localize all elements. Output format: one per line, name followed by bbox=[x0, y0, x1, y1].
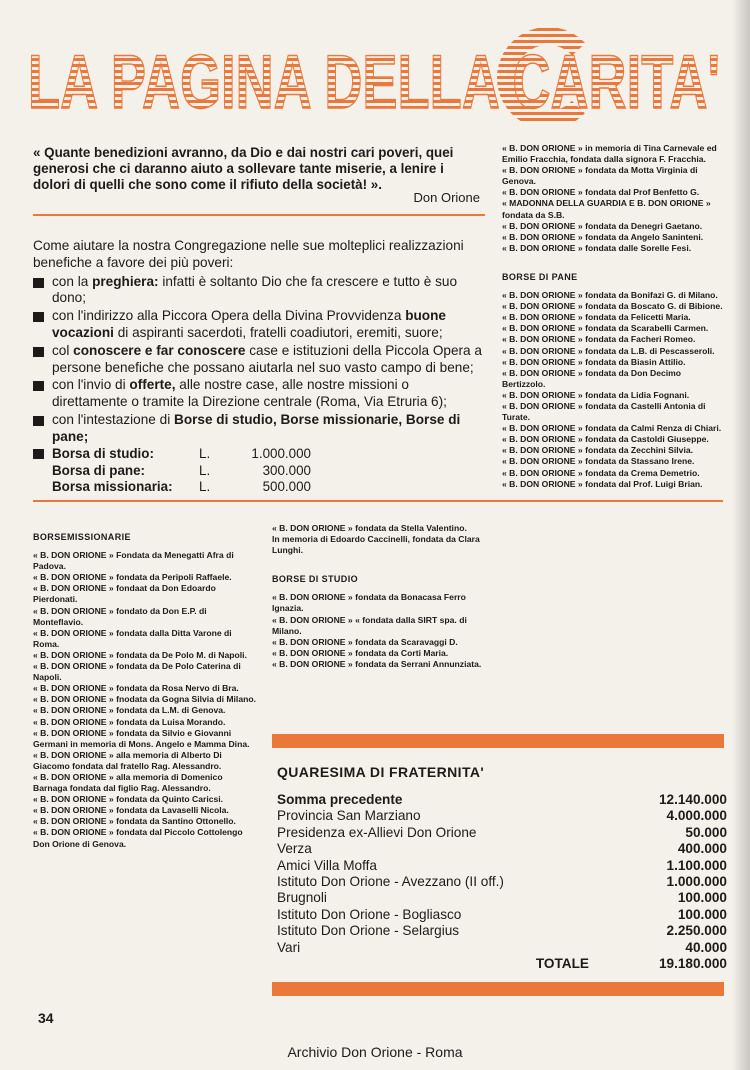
page-number: 34 bbox=[38, 1010, 54, 1026]
list-item: « B. DON ORIONE » fondata da De Polo M. di Napoli. bbox=[33, 649, 247, 660]
amount-row: Borsa di studio: L. 1.000.000 bbox=[52, 446, 311, 461]
donor-name: Presidenza ex-Allievi Don Orione bbox=[277, 824, 477, 840]
list-item: con l'invio di offerte, alle nostre case, alle nostre missioni o direttamente o tramite la Direzione centrale (Roma, Via Etruria 6); bbox=[33, 377, 483, 411]
section-heading: BORSE DI PANE bbox=[502, 271, 578, 282]
intro-list bbox=[33, 274, 483, 446]
list-item: « B. DON ORIONE » fondata da Bonacasa Ferro Ignazia. bbox=[272, 592, 466, 614]
list-item: col conoscere e far conoscere case e istituzioni della Piccola Opera a persone benefiche che possano aiutarla nel suo vasto campo di bene; bbox=[33, 343, 483, 377]
list-item: « B. DON ORIONE » fondata da Angelo Saninteni. bbox=[502, 231, 704, 242]
borse-studio-column bbox=[272, 523, 498, 670]
table-row bbox=[277, 890, 727, 906]
quote: « Quante benedizioni avranno, da Dio e dai nostri cari poveri, quei generosi che ci daranno aiuto a sollevare tante miserie, a lenire i dolori di quelli che sono come il rifiuto della società! ». bbox=[33, 145, 454, 192]
list-item: « B. DON ORIONE » fondata da Facheri Romeo. bbox=[502, 334, 696, 345]
list-item: « B. DON ORIONE » fnodata da Gogna Silvia di Milano. bbox=[33, 694, 256, 705]
list-item: « B. DON ORIONE » fondato da Don E.P. di Monteflavio. bbox=[33, 605, 207, 627]
list-item: « B. DON ORIONE » fondata da Stella Valentino. bbox=[272, 523, 467, 533]
list-item: « B. DON ORIONE » fondata da Don Decimo Bertizzolo. bbox=[502, 367, 682, 389]
amount-value: 1.100.000 bbox=[666, 857, 727, 873]
entry-list bbox=[272, 592, 498, 670]
list-item: « B. DON ORIONE » fondata da Motta Virginia di Genova. bbox=[502, 165, 698, 187]
amount-value: 4.000.000 bbox=[666, 808, 727, 824]
donor-name: Somma precedente bbox=[277, 792, 403, 807]
list-item: « B. DON ORIONE » fondata da Denegri Gaetano. bbox=[502, 220, 703, 231]
list-item: « B. DON ORIONE » fondata da Luisa Morando. bbox=[33, 716, 226, 727]
list-item: con l'intestazione di Borse di studio, Borse missionarie, Borse di pane; bbox=[33, 412, 483, 446]
list-item: « B. DON ORIONE » fondata da Bonifazi G. di Milano. bbox=[502, 290, 718, 301]
list-item: « B. DON ORIONE » fondata da Castelli Antonia di Turate. bbox=[502, 400, 706, 423]
entry-list bbox=[502, 143, 724, 254]
total-row bbox=[277, 956, 727, 972]
divider bbox=[33, 500, 723, 502]
list-item: « B. DON ORIONE » fondata da Felicetti Maria. bbox=[502, 312, 691, 323]
amount-row: Borsa di pane: L. 300.000 bbox=[52, 462, 311, 478]
section-heading: BORSEMISSIONARIE bbox=[33, 532, 131, 542]
list-item: « B. DON ORIONE » fondaat da Don Edoardo Pierdonati. bbox=[33, 583, 216, 605]
entry-list bbox=[272, 523, 498, 556]
donor-name: Istituto Don Orione - Avezzano (II off.) bbox=[277, 874, 504, 890]
amount-value: 12.140.000 bbox=[658, 792, 727, 807]
amount-value: 50.000 bbox=[685, 824, 727, 840]
donor-name: Amici Villa Moffa bbox=[277, 857, 377, 873]
quote-author: Don Orione bbox=[413, 190, 480, 205]
entry-list bbox=[502, 290, 724, 490]
table-row bbox=[277, 858, 727, 874]
intro-lead: Come aiutare la nostra Congregazione nelle sue molteplici realizzazioni benefiche a favore dei più poveri: bbox=[33, 238, 464, 270]
donor-name: Istituto Don Orione - Selargius bbox=[277, 923, 460, 939]
list-item: « B. DON ORIONE » fondata da Peripoli Raffaele. bbox=[33, 572, 232, 583]
donor-name: Verza bbox=[277, 841, 312, 857]
bullet-icon bbox=[33, 449, 44, 459]
list-item: « B. DON ORIONE » fondata dal Prof. Luigi Brian. bbox=[502, 478, 703, 489]
table-row bbox=[277, 808, 727, 824]
list-item: con l'indirizzo alla Piccora Opera della Divina Provvidenza buone vocazioni di aspiranti sacerdoti, fratelli coadiutori, eremiti, suore; bbox=[33, 308, 483, 342]
table-row bbox=[277, 825, 727, 841]
borse-pane-column bbox=[502, 143, 724, 490]
intro-section bbox=[33, 238, 483, 447]
list-item: « B. DON ORIONE » fondata da Crema Demetrio. bbox=[502, 467, 700, 478]
amount-value: 400.000 bbox=[677, 841, 727, 857]
amount-value: 40.000 bbox=[685, 939, 727, 955]
orange-band bbox=[272, 734, 724, 748]
orange-band bbox=[272, 982, 724, 996]
donor-name: Vari bbox=[277, 939, 301, 955]
list-item: « B. DON ORIONE » fondata da Silvio e Giovanni Germani in memoria di Mons. Angelo e Mamma Dina. bbox=[33, 727, 250, 749]
list-item: In memoria di Edoardo Caccinelli, fondata da Clara Lunghi. bbox=[272, 534, 480, 556]
section-heading: BORSE DI STUDIO bbox=[272, 574, 359, 585]
section-heading: QUARESIMA DI FRATERNITA' bbox=[277, 764, 485, 780]
list-item: « B. DON ORIONE » fondata da Rosa Nervo di Bra. bbox=[33, 683, 239, 694]
list-item: « B. DON ORIONE » fondata da Lavaselli Nicola. bbox=[33, 805, 229, 816]
list-item: « B. DON ORIONE » fondata da Quinto Caricsi. bbox=[33, 794, 224, 805]
list-item: « B. DON ORIONE » fondata da Biasin Attilio. bbox=[502, 356, 686, 367]
donor-name: Brugnoli bbox=[277, 890, 327, 906]
table-row bbox=[277, 874, 727, 890]
list-item: « B. DON ORIONE » fondata da Boscato G. di Bibione. bbox=[502, 301, 723, 312]
donor-name: Istituto Don Orione - Bogliasco bbox=[277, 906, 462, 922]
table-row bbox=[277, 792, 727, 808]
divider bbox=[33, 214, 485, 216]
borse-missionarie-column bbox=[33, 530, 259, 850]
list-item: « B. DON ORIONE » fondata dalla Ditta Varone di Roma. bbox=[33, 627, 232, 649]
total-label: TOTALE bbox=[535, 956, 589, 972]
list-item: « B. DON ORIONE » fondata da Serrani Annunziata. bbox=[272, 658, 482, 669]
list-item: « B. DON ORIONE » fondata dalle Sorelle Fesi. bbox=[502, 242, 692, 253]
list-item: « B. DON ORIONE » fondata da L.B. di Pescasseroli. bbox=[502, 345, 715, 356]
archive-footer: Archivio Don Orione - Roma bbox=[287, 1044, 463, 1060]
amount-value: 100.000 bbox=[677, 906, 727, 922]
list-item: « B. DON ORIONE » fondata da Zecchini Silvia. bbox=[502, 445, 694, 456]
amount-value: 1.000.000 bbox=[666, 874, 727, 890]
list-item: « B. DON ORIONE » fondata da Scaravaggi D. bbox=[272, 636, 458, 647]
list-item: « B. DON ORIONE » fondata da Corti Maria. bbox=[272, 647, 449, 658]
list-item: con la preghiera: infatti è soltanto Dio che fa crescere e tutto è suo dono; bbox=[33, 274, 483, 308]
list-item: « B. DON ORIONE » fondata dal Piccolo Cottolengo Don Orione di Genova. bbox=[33, 827, 243, 849]
page-title bbox=[28, 28, 728, 123]
list-item: « MADONNA DELLA GUARDIA E B. DON ORIONE » fondata da S.B. bbox=[502, 198, 711, 220]
list-item: « B. DON ORIONE » « fondata dalla SIRT spa. di Milano. bbox=[272, 614, 467, 636]
list-item: « B. DON ORIONE » fondata da Santino Ottonello. bbox=[33, 816, 236, 827]
list-item: « B. DON ORIONE » fondata da Scarabelli Carmen. bbox=[502, 323, 709, 334]
amount-row: Borsa missionaria: L. 500.000 bbox=[52, 479, 311, 494]
amounts-table bbox=[33, 446, 333, 496]
list-item: « B. DON ORIONE » fondata da L.M. di Genova. bbox=[33, 705, 226, 716]
list-item: « B. DON ORIONE » fondata da Stassano Irene. bbox=[502, 456, 695, 467]
list-item: « B. DON ORIONE » fondata dal Prof Benfetto G. bbox=[502, 187, 700, 198]
amount-value: 2.250.000 bbox=[666, 923, 727, 939]
table-row bbox=[277, 907, 727, 923]
title-graphic bbox=[28, 28, 728, 123]
list-item: « B. DON ORIONE » fondata da Calmi Renza di Chiari. bbox=[502, 423, 722, 434]
list-item: « B. DON ORIONE » Fondata da Menegatti Afra di Padova. bbox=[33, 550, 234, 572]
list-item: « B. DON ORIONE » in memoria di Tina Carnevale ed Emilio Fracchia, fondata dalla signora F. Fracchia. bbox=[502, 143, 717, 165]
donor-name: Provincia San Marziano bbox=[277, 808, 421, 824]
amount-value: 100.000 bbox=[677, 890, 727, 906]
list-item: « B. DON ORIONE » fondata da Castoldi Giuseppe. bbox=[502, 434, 709, 445]
title-text: LA PAGINA DELLA CARITA' bbox=[28, 40, 720, 123]
donation-table bbox=[277, 792, 727, 972]
page-edge bbox=[732, 0, 750, 1070]
list-item: « B. DON ORIONE » alla memoria di Alberto Di Giacomo fondata dal fratello Rag. Alessandro. bbox=[33, 749, 222, 771]
table-row bbox=[277, 923, 727, 939]
list-item: « B. DON ORIONE » fondata da Lidia Fognani. bbox=[502, 389, 690, 400]
entry-list bbox=[33, 550, 259, 850]
table-row bbox=[277, 940, 727, 956]
table-row bbox=[277, 841, 727, 857]
total-value: 19.180.000 bbox=[658, 956, 727, 972]
list-item: « B. DON ORIONE » alla memoria di Domenico Barnaga fondata dal figlio Rag. Alessandro. bbox=[33, 771, 223, 794]
list-item: « B. DON ORIONE » fondata da De Polo Caterina di Napoli. bbox=[33, 661, 241, 683]
